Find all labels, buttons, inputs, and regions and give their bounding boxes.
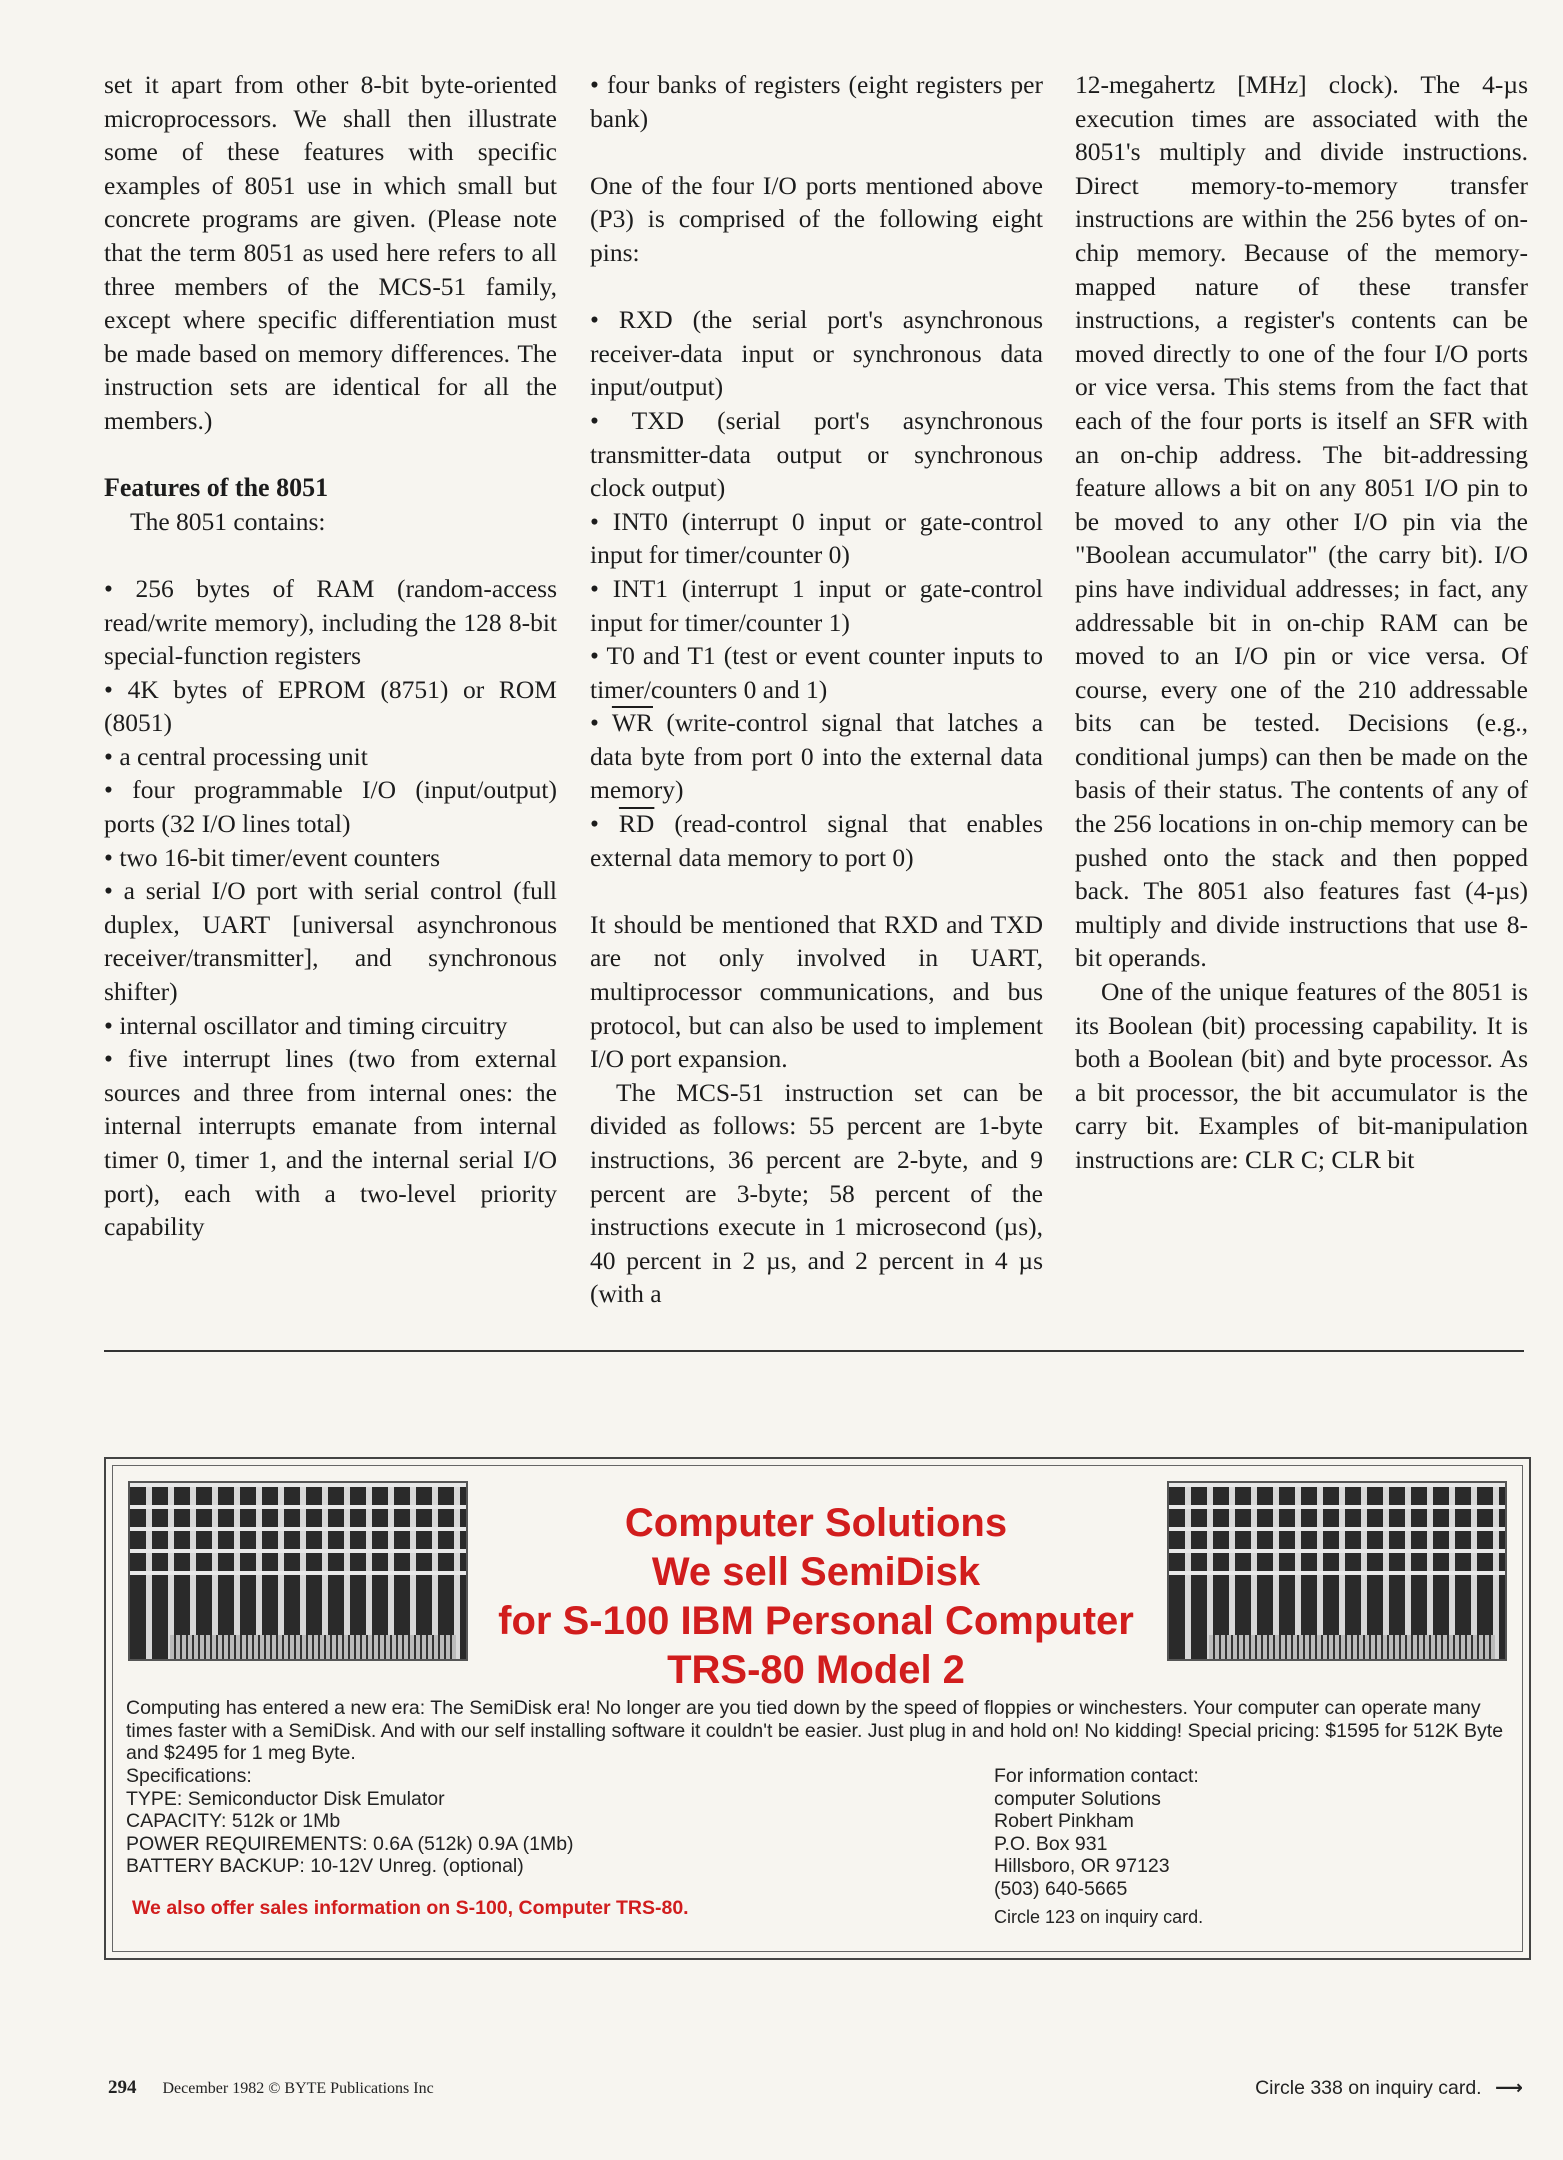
pin-bullet: • T0 and T1 (test or event counter inputs to timer/counters 0 and 1) xyxy=(590,641,1043,704)
ad-offer-line: We also offer sales information on S-100, Computer TRS-80. xyxy=(132,1897,689,1919)
section-heading: Features of the 8051 xyxy=(104,473,329,503)
contact-line: Hillsboro, OR 97123 xyxy=(994,1855,1170,1877)
spec-line: CAPACITY: 512k or 1Mb xyxy=(126,1810,341,1832)
contact-line: Robert Pinkham xyxy=(994,1810,1134,1832)
page-footer xyxy=(108,2077,434,2099)
footer-inquiry xyxy=(1255,2076,1523,2100)
column1-intro: set it apart from other 8-bit byte-oriented microprocessors. We shall then illustrate some of these features with specific examples of 8051 use in which small but concrete programs are given. (Please note that the term 8051 as used here refers to all three members of the MCS-51 family, except where specific differentiation must be made based on memory differences. The instruction sets are identical for all the members.) xyxy=(104,70,557,435)
ad-headline-line: Computer Solutions xyxy=(624,1501,1008,1545)
feature-bullet: • two 16-bit timer/event counters xyxy=(104,842,441,872)
circuit-board-image xyxy=(128,1481,468,1661)
spec-line: BATTERY BACKUP: 10-12V Unreg. (optional) xyxy=(126,1855,524,1877)
feature-bullet: • four programmable I/O (input/output) ports (32 I/O lines total) xyxy=(104,775,557,839)
feature-bullet: • internal oscillator and timing circuitry xyxy=(104,1010,508,1040)
ad-body-text: Computing has entered a new era: The SemiDisk era! No longer are you tied down by the speed of floppies or winchesters. Your computer can operate many times faster with a SemiDisk. And with our self installing software it couldn't be easier. Just plug in and hold on! No kidding! Special pricing: $1595 for 512K Byte and $2495 for 1 meg Byte. xyxy=(126,1697,1504,1764)
footer-inquiry-text: Circle 338 on inquiry card. xyxy=(1255,2077,1482,2099)
pin-bullet: • INT0 (interrupt 0 input or gate-control input for timer/counter 0) xyxy=(590,506,1043,570)
column2-para2: The MCS-51 instruction set can be divided as follows: 55 percent are 1-byte instructions, 36 percent are 2-byte, and 9 percent are 3-byte; 58 percent of the instructions execute in 1 microsecond (µs), 40 percent in 2 µs, and 2 percent in 4 µs (with a xyxy=(590,1077,1043,1309)
contact-line: (503) 640-5665 xyxy=(994,1877,1128,1900)
pin-bullet: • RXD (the serial port's asynchronous receiver-data input or synchronous data input/output) xyxy=(590,305,1043,402)
pin-bullet: • TXD (serial port's asynchronous transmitter-data output or synchronous clock output) xyxy=(590,405,1043,503)
column3-para2: One of the unique features of the 8051 is its Boolean (bit) processing capability. It is both a Boolean (bit) and byte processor. As a bit processor, the bit accumulator is the carry bit. Examples of bit-manipulation instructions are: CLR C; CLR bit xyxy=(1075,977,1528,1174)
article-column-3 xyxy=(1075,68,1528,1177)
column2-para1: It should be mentioned that RXD and TXD are not only involved in UART, multiprocessor communications, and bus protocol, but can also be used to implement I/O port expansion. xyxy=(590,909,1043,1074)
article-column-2 xyxy=(590,68,1043,1311)
contact-line: computer Solutions xyxy=(994,1787,1161,1810)
issue-info: December 1982 © BYTE Publications Inc xyxy=(162,2080,434,2097)
spec-line: TYPE: Semiconductor Disk Emulator xyxy=(126,1787,445,1810)
ad-headline-line: for S-100 IBM Personal Computer xyxy=(498,1599,1134,1643)
wr-signal: $\overline{WR}$ xyxy=(611,708,653,738)
feature-bullet: • a serial I/O port with serial control (full duplex, UART [universal asynchronous receiver/transmitter], and synchronous shifter) xyxy=(104,876,557,1007)
feature-bullet: • five interrupt lines (two from external sources and three from internal ones: the internal interrupts emanate from internal timer 0, timer 1, and the internal serial I/O port), each with a two-level priority capability xyxy=(104,1044,557,1242)
pin-bullet: • INT1 (interrupt 1 input or gate-control input for timer/counter 1) xyxy=(590,573,1043,637)
ad-headline xyxy=(476,1499,1156,1695)
spec-line: Specifications: xyxy=(126,1765,252,1787)
arrow-right-icon: ⟶ xyxy=(1495,2077,1523,2099)
feature-bullet: • 256 bytes of RAM (random-access read/write memory), including the 128 8-bit special-function registers xyxy=(104,573,557,671)
p3-intro: One of the four I/O ports mentioned above (P3) is comprised of the following eight pins: xyxy=(590,170,1043,267)
column3-para1: 12-megahertz [MHz] clock). The 4-µs execution times are associated with the 8051's multiply and divide instructions. Direct memory-to-memory transfer instructions are within the 256 bytes of on-chip memory. Because of the memory-mapped nature of these transfer instructions, a register's contents can be moved directly to one of the four I/O ports or vice versa. This stems from the fact that each of the four ports is itself an SFR with an on-chip address. The bit-addressing feature allows a bit on any 8051 I/O pin to be moved to any other I/O pin via the "Boolean accumulator" (the carry bit). I/O pins have individual addresses; in fact, any addressable bit in on-chip RAM can be moved to an I/O pin or vice versa. Of course, every one of the 210 addressable bits can be tested. Decisions (e.g., conditional jumps) can then be made on the basis of their status. The contents of any of the 256 locations in on-chip memory can be pushed onto the stack and then popped back. The 8051 also features fast (4-µs) multiply and divide instructions that use 8-bit operands. xyxy=(1075,70,1528,973)
ad-specifications xyxy=(126,1765,946,1878)
contact-line: For information contact: xyxy=(994,1765,1199,1787)
feature-bullet: • a central processing unit xyxy=(104,741,368,771)
article-divider xyxy=(104,1350,1524,1352)
ad-headline-line: TRS-80 Model 2 xyxy=(667,1648,965,1692)
ad-contact-info xyxy=(994,1765,1474,1929)
semidisk-advertisement xyxy=(104,1457,1531,1960)
pin-bullet: • $\overline{RD}$ (read-control signal that enables external data memory to port 0) xyxy=(590,809,1043,872)
ad-headline-line: We sell SemiDisk xyxy=(651,1550,981,1594)
rd-signal: $\overline{RD}$ xyxy=(618,809,655,839)
feature-bullet: • four banks of registers (eight registers per bank) xyxy=(590,70,1043,133)
circuit-board-image xyxy=(1167,1481,1507,1661)
column1-lead: The 8051 contains: xyxy=(130,506,326,536)
pin-bullet: • $\overline{WR}$ (write-control signal that latches a data byte from port 0 into the external data memory) xyxy=(590,708,1044,805)
contact-line: P.O. Box 931 xyxy=(994,1832,1108,1855)
page-number: 294 xyxy=(108,2077,137,2098)
article-column-1 xyxy=(104,68,557,1244)
feature-bullet: • 4K bytes of EPROM (8751) or ROM (8051) xyxy=(104,674,557,738)
ad-inquiry-note: Circle 123 on inquiry card. xyxy=(994,1907,1204,1927)
spec-line: POWER REQUIREMENTS: 0.6A (512k) 0.9A (1Mb) xyxy=(126,1832,574,1855)
